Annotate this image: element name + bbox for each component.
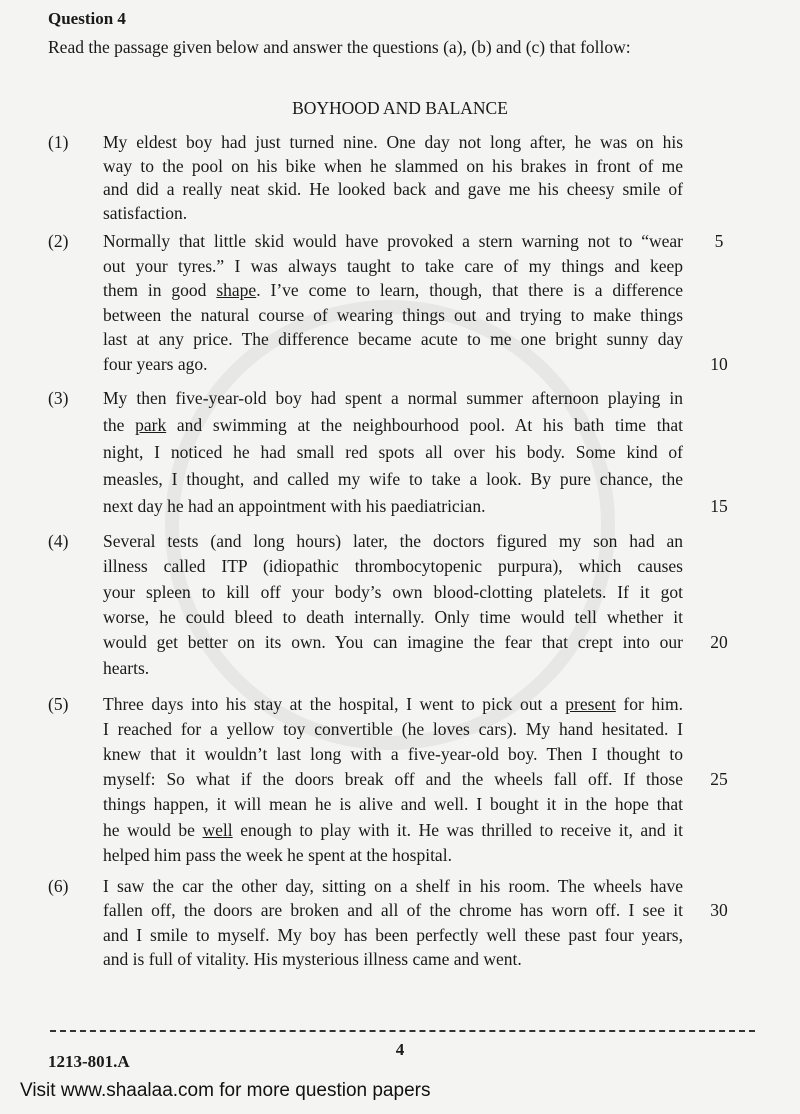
- line-number: 30: [710, 900, 728, 921]
- passage-line: four years ago.: [103, 354, 208, 374]
- passage-line: [103, 694, 683, 715]
- text-segment: them in good: [103, 280, 217, 301]
- passage-line: and I smile to myself. My boy has been perfectly well these past four years,: [103, 924, 683, 945]
- text-segment: he would be: [103, 819, 203, 840]
- passage-line: and is full of vitality. His mysterious illness came and went.: [103, 949, 522, 970]
- passage-title: BOYHOOD AND BALANCE: [292, 98, 508, 118]
- underlined-word: park: [135, 415, 167, 435]
- paragraph-number: (2): [48, 231, 69, 251]
- passage-line: fallen off, the doors are broken and all of the chrome has worn off. I see it: [103, 900, 683, 921]
- paper-code: 1213-801.A: [48, 1052, 130, 1071]
- passage-line: hearts.: [103, 657, 150, 678]
- passage-line: way to the pool on his bike when he slammed on his brakes in front of me: [103, 155, 683, 176]
- paragraph-number: (4): [48, 531, 69, 551]
- text-segment: enough to play with it. He was thrilled to receive it, and it: [232, 819, 683, 840]
- text-segment: . I’ve come to learn, though, that there is a difference: [256, 280, 683, 301]
- text-segment: the: [103, 415, 136, 435]
- passage-line: [103, 280, 683, 301]
- text-segment: for him.: [615, 694, 683, 714]
- passage-line: [103, 820, 683, 841]
- passage-line: next day he had an appointment with his paediatrician.: [103, 496, 486, 516]
- passage-line: and did a really neat skid. He looked back and gave me his cheesy smile of: [103, 179, 683, 199]
- passage-line: between the natural course of wearing things out and trying to make things: [103, 304, 683, 325]
- passage-line: last at any price. The difference became acute to me one bright sunny day: [103, 329, 683, 350]
- passage-line: I saw the car the other day, sitting on a shelf in his room. The wheels have: [103, 876, 683, 896]
- paragraph-number: (1): [48, 132, 69, 152]
- instruction: Read the passage given below and answer the questions (a), (b) and (c) that follow:: [48, 37, 631, 57]
- passage-line: My then five-year-old boy had spent a normal summer afternoon playing in: [103, 388, 683, 408]
- passage-line: My eldest boy had just turned nine. One day not long after, he was on his: [103, 132, 683, 152]
- underlined-word: shape: [216, 280, 257, 301]
- passage-line: worse, he could bleed to death internally. Only time would tell whether it: [103, 606, 683, 627]
- line-number: 5: [714, 231, 724, 251]
- passage-line: would get better on its own. You can imagine the fear that crept into our: [103, 632, 683, 653]
- passage-line: Normally that little skid would have provoked a stern warning not to “wear: [103, 231, 683, 251]
- line-number: 10: [710, 354, 728, 374]
- passage-line: helped him pass the week he spent at the hospital.: [103, 844, 452, 865]
- underlined-word: well: [202, 819, 233, 840]
- visit-banner: Visit www.shaalaa.com for more question papers: [20, 1080, 431, 1101]
- passage-line: satisfaction.: [103, 202, 188, 223]
- question-title: Question 4: [48, 9, 126, 28]
- text-segment: and swimming at the neighbourhood pool. At his bath time that: [166, 415, 683, 435]
- footer-divider: [50, 1030, 755, 1032]
- line-number: 25: [710, 769, 728, 790]
- passage-line: I reached for a yellow toy convertible (he loves cars). My hand hesitated. I: [103, 719, 683, 740]
- passage-line: [103, 415, 683, 436]
- passage-line: night, I noticed he had small red spots all over his body. Some kind of: [103, 442, 683, 462]
- passage-line: knew that it wouldn’t last long with a five-year-old boy. Then I thought to: [103, 744, 683, 765]
- paragraph-number: (5): [48, 694, 69, 714]
- line-number: 15: [710, 496, 728, 516]
- text-segment: Three days into his stay at the hospital, I went to pick out a: [103, 694, 566, 714]
- passage-line: Several tests (and long hours) later, the doctors figured my son had an: [103, 531, 683, 551]
- underlined-word: present: [565, 694, 616, 714]
- passage-line: out your tyres.” I was always taught to take care of my things and keep: [103, 255, 683, 276]
- paragraph-number: (3): [48, 388, 69, 408]
- passage-line: your spleen to kill off your body’s own blood-clotting platelets. If it got: [103, 581, 683, 602]
- passage-line: myself: So what if the doors break off and the wheels fall off. If those: [103, 769, 683, 790]
- passage-line: things happen, it will mean he is alive and well. I bought it in the hope that: [103, 794, 683, 815]
- page-number: 4: [395, 1040, 405, 1059]
- paragraph-number: (6): [48, 876, 69, 896]
- passage-line: illness called ITP (idiopathic thrombocytopenic purpura), which causes: [103, 556, 683, 577]
- line-number: 20: [710, 632, 728, 653]
- passage-line: measles, I thought, and called my wife to take a look. By pure chance, the: [103, 469, 683, 489]
